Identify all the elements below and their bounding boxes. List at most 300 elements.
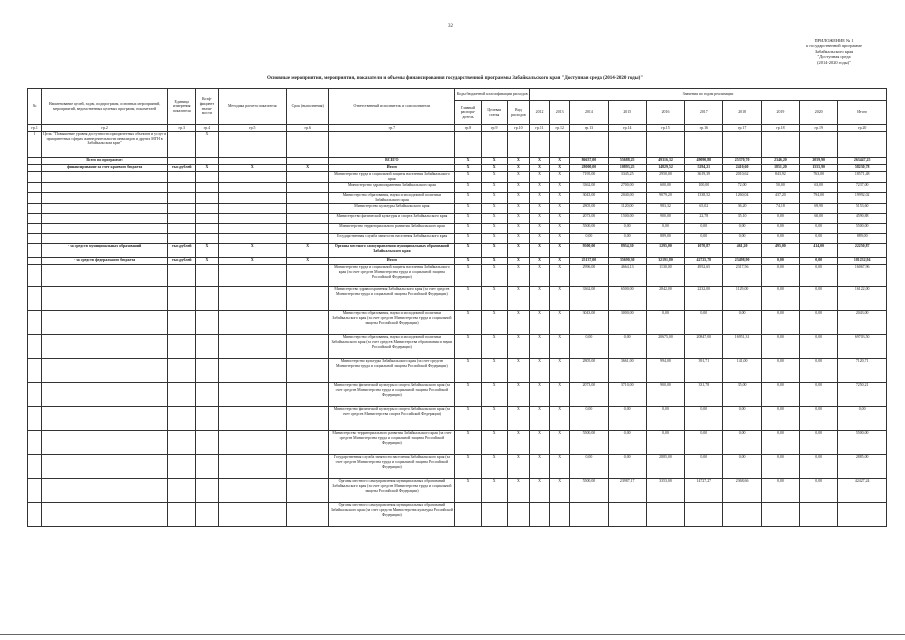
row-year-value: 0,00 <box>800 430 838 454</box>
row-coef <box>196 478 218 502</box>
row-unit <box>168 502 196 526</box>
row-year-value: 600,00 <box>646 182 684 192</box>
row-year-value: 74,18 <box>761 203 799 213</box>
row-coef <box>196 358 218 382</box>
row-year-value: 0,00 <box>685 310 723 334</box>
row-year-value: 0,00 <box>608 334 646 358</box>
table-row <box>28 243 887 257</box>
row-budget-code: X <box>507 257 529 264</box>
row-budget-code: X <box>481 203 507 213</box>
row-coef <box>196 334 218 358</box>
row-total: 16122,00 <box>838 286 887 310</box>
row-source <box>287 203 329 213</box>
row-year-value: 437,20 <box>761 192 799 203</box>
row-method <box>218 310 287 334</box>
row-coef: X <box>196 164 218 171</box>
row-total: 69703,50 <box>838 334 887 358</box>
row-coef <box>196 192 218 203</box>
column-number: гр.1 <box>28 125 42 132</box>
row-budget-code: X <box>507 478 529 502</box>
row-budget-code: X <box>455 157 481 164</box>
row-year-value: X <box>529 164 549 171</box>
row-year-value: X <box>529 223 549 233</box>
row-year-value: 0,00 <box>800 264 838 286</box>
row-source <box>287 264 329 286</box>
row-executor: Государственная служба занятости населения Забайкальского края (за счет средств Министерства труда и социальной защиты Российской Федерации) <box>329 454 455 478</box>
row-name <box>42 334 168 358</box>
header-name: Наименование целей, задач, подпрограмм, основных мероприятий, мероприятий, ведомственных целевых программ, показателей <box>42 89 168 125</box>
row-total: 0,00 <box>838 406 887 430</box>
appendix-line: (2014-2020 годы)" <box>817 59 851 65</box>
row-budget-code: X <box>507 243 529 257</box>
row-budget-code: X <box>481 164 507 171</box>
row-source <box>287 358 329 382</box>
row-year-value: 50,00 <box>761 182 799 192</box>
row-year-value: 141,00 <box>723 358 761 382</box>
row-year-value: 0,00 <box>761 406 799 430</box>
row-year-value: 3043,00 <box>570 192 608 203</box>
row-year-value: 23987,17 <box>608 478 646 502</box>
row-executor: Министерство образования, науки и молодежной политики Забайкальского края (за счет средств Министерства труда и социальной защиты Российской Федерации) <box>329 310 455 334</box>
row-year-value: 0,00 <box>800 233 838 243</box>
row-year-value: X <box>529 203 549 213</box>
row-coef <box>196 310 218 334</box>
row-coef: X <box>196 257 218 264</box>
row-budget-code: X <box>481 182 507 192</box>
row-year-value <box>608 502 646 526</box>
row-unit <box>168 310 196 334</box>
table-row <box>28 382 887 406</box>
column-number: гр.7 <box>329 125 455 132</box>
row-unit: тыс.рублей <box>168 243 196 257</box>
row-budget-code: X <box>481 382 507 406</box>
row-year-value: 0,00 <box>800 382 838 406</box>
row-name <box>42 454 168 478</box>
row-year-value: 414,00 <box>800 243 838 257</box>
row-budget-code: X <box>455 310 481 334</box>
row-year-value: 2059,90 <box>800 157 838 164</box>
row-coef <box>196 382 218 406</box>
row-budget-code: X <box>455 406 481 430</box>
row-budget-code: X <box>481 310 507 334</box>
row-budget-code: X <box>455 233 481 243</box>
row-year-value: 2346,20 <box>761 157 799 164</box>
row-year-value: 8954,30 <box>608 243 646 257</box>
row-budget-code: X <box>455 478 481 502</box>
row-unit <box>168 233 196 243</box>
row-method <box>218 478 287 502</box>
row-method <box>218 406 287 430</box>
table-row <box>28 223 887 233</box>
column-number: гр.9 <box>481 125 507 132</box>
row-budget-code: X <box>455 182 481 192</box>
row-coef <box>196 171 218 182</box>
row-budget-code: X <box>481 171 507 182</box>
row-name <box>42 406 168 430</box>
row-year-value: 10893,25 <box>608 164 646 171</box>
row-year-value: X <box>529 157 549 164</box>
header-num: № <box>28 89 42 125</box>
row-year-value <box>761 502 799 526</box>
column-number: гр.11 <box>529 125 549 132</box>
row-year-value: X <box>529 264 549 286</box>
row-coef <box>196 454 218 478</box>
row-budget-code: X <box>507 310 529 334</box>
table-row <box>28 213 887 223</box>
row-year-value: 0,00 <box>570 233 608 243</box>
row-year-value: 900,00 <box>646 382 684 406</box>
row-total: 7237,00 <box>838 182 887 192</box>
row-unit <box>168 182 196 192</box>
row-coef <box>196 203 218 213</box>
row-coef <box>196 502 218 526</box>
row-total: 4590,88 <box>838 213 887 223</box>
row-year-value: 0,00 <box>800 454 838 478</box>
row-source <box>287 382 329 406</box>
header-unit: Единица измерения показателя <box>168 89 196 125</box>
row-year-value: 0,00 <box>761 213 799 223</box>
goal-coef: X <box>196 131 218 157</box>
row-budget-code: X <box>455 257 481 264</box>
row-total <box>838 502 887 526</box>
row-name <box>42 358 168 382</box>
row-budget-code: X <box>507 454 529 478</box>
row-budget-code: X <box>481 358 507 382</box>
row-executor: Органы местного самоуправления муниципальных образований Забайкальского края (за счет средств Министерства труда и социальной защиты Российской Федерации) <box>329 478 455 502</box>
row-source <box>287 286 329 310</box>
row-name <box>42 192 168 203</box>
row-year-value: 69,90 <box>800 203 838 213</box>
row-year-value: 900,00 <box>646 213 684 223</box>
header-budget-group: Коды бюджетной классификации расходов <box>455 89 530 101</box>
row-budget-code: X <box>507 223 529 233</box>
header-year: 2014 <box>570 101 608 125</box>
row-year-value: X <box>550 182 570 192</box>
column-number: гр.17 <box>723 125 761 132</box>
row-unit <box>168 223 196 233</box>
row-name <box>42 478 168 502</box>
row-year-value: 0,00 <box>570 334 608 358</box>
goal-num: 1 <box>28 131 42 157</box>
appendix-line: ПРИЛОЖЕНИЕ № 1 <box>814 38 854 43</box>
row-year-value: X <box>529 310 549 334</box>
row-year-value: 1295,00 <box>646 243 684 257</box>
row-year-value: 42725,78 <box>685 257 723 264</box>
row-method <box>218 203 287 213</box>
row-source <box>287 157 329 164</box>
table-row <box>28 358 887 382</box>
column-number: гр.10 <box>507 125 529 132</box>
row-name <box>42 264 168 286</box>
header-budget-col: Главный распоря-дитель <box>455 101 481 125</box>
row-executor: Министерство здравоохранения Забайкальского края <box>329 182 455 192</box>
row-year-value: 0,00 <box>608 406 646 430</box>
table-row <box>28 157 887 164</box>
row-coef <box>196 233 218 243</box>
row-year-value: 9079,20 <box>646 192 684 203</box>
row-year-value: X <box>550 192 570 203</box>
row-year-value: X <box>550 406 570 430</box>
row-budget-code: X <box>455 454 481 478</box>
row-year-value: X <box>529 233 549 243</box>
row-year-value: X <box>550 157 570 164</box>
row-year-value: 5500,00 <box>570 223 608 233</box>
row-year-value <box>646 502 684 526</box>
row-year-value: 0,00 <box>761 310 799 334</box>
row-total: 2043,00 <box>838 310 887 334</box>
appendix-line: к государственной программе <box>806 43 862 49</box>
row-unit <box>168 264 196 286</box>
row-method <box>218 157 287 164</box>
row-source <box>287 233 329 243</box>
row-year-value: X <box>550 310 570 334</box>
row-year-value: 0,00 <box>800 334 838 358</box>
row-executor: Министерство физической культуры и спорта Забайкальского края <box>329 213 455 223</box>
row-year-value: 2805,00 <box>570 203 608 213</box>
row-name: - за средств федерального бюджета <box>42 257 168 264</box>
row-year-value: 65,02 <box>685 203 723 213</box>
row-executor: Министерство культуры Забайкальского края (за счет средств Министерства труда и социальной защиты Российской Федерации) <box>329 358 455 382</box>
row-total: 5500,00 <box>838 223 887 233</box>
row-total: 22250,87 <box>838 243 887 257</box>
appendix-line: "Доступная среда <box>817 54 851 60</box>
row-year-value: 1120,00 <box>608 203 646 213</box>
row-unit <box>168 358 196 382</box>
row-executor: Органы местного самоуправления муниципальных образований Забайкальского края (за счет средств Министерства культуры Российской Федерации) <box>329 502 455 526</box>
row-budget-code: X <box>455 358 481 382</box>
header-method: Методика расчета показателя <box>218 89 287 125</box>
header-year: Итого <box>838 101 887 125</box>
row-coef <box>196 223 218 233</box>
row-budget-code: X <box>507 171 529 182</box>
row-year-value: X <box>550 264 570 286</box>
header-year: 2018 <box>723 101 761 125</box>
appendix-caption <box>784 38 884 65</box>
row-year-value: 0,00 <box>646 406 684 430</box>
column-number: гр.14 <box>608 125 646 132</box>
row-total: 7120,71 <box>838 358 887 382</box>
row-year-value: 1129,00 <box>723 286 761 310</box>
row-year-value: X <box>550 164 570 171</box>
row-year-value: X <box>529 257 549 264</box>
row-budget-code: X <box>507 286 529 310</box>
row-year-value: 3000,00 <box>608 310 646 334</box>
row-year-value: 100,00 <box>685 182 723 192</box>
row-budget-code: X <box>481 213 507 223</box>
row-source <box>287 454 329 478</box>
row-budget-code: X <box>507 157 529 164</box>
table-row <box>28 164 887 171</box>
row-source <box>287 478 329 502</box>
row-year-value: X <box>550 286 570 310</box>
row-total: 181232,94 <box>838 257 887 264</box>
row-coef <box>196 264 218 286</box>
row-year-value: 1500,00 <box>608 213 646 223</box>
row-year-value: 2996,00 <box>570 264 608 286</box>
row-budget-code <box>481 502 507 526</box>
row-name <box>42 310 168 334</box>
row-unit <box>168 171 196 182</box>
row-budget-code: X <box>455 334 481 358</box>
row-year-value: 983,32 <box>646 203 684 213</box>
row-year-value: X <box>529 286 549 310</box>
table-row <box>28 502 887 526</box>
row-year-value: 994,00 <box>646 358 684 382</box>
row-year-value <box>685 502 723 526</box>
row-year-value: X <box>529 406 549 430</box>
row-budget-code: X <box>455 430 481 454</box>
table-row <box>28 203 887 213</box>
row-budget-code: X <box>507 213 529 223</box>
column-number: гр.4 <box>196 125 218 132</box>
row-year-value: 1555,90 <box>800 164 838 171</box>
header-values-group: Значения по годам реализации <box>529 89 886 101</box>
header-budget-col: Целевая статья <box>481 101 507 125</box>
row-year-value: 23498,90 <box>723 257 761 264</box>
row-budget-code: X <box>455 382 481 406</box>
column-number: гр.13 <box>570 125 608 132</box>
row-executor: Министерство труда и социальной защиты населения Забайкальского края <box>329 171 455 182</box>
row-year-value: 0,00 <box>800 257 838 264</box>
row-method <box>218 223 287 233</box>
row-year-value: 3043,00 <box>570 310 608 334</box>
row-executor: Государственная служба занятости населения Забайкальского края <box>329 233 455 243</box>
table-row <box>28 310 887 334</box>
row-method <box>218 286 287 310</box>
row-year-value: 3710,00 <box>608 382 646 406</box>
column-number-row <box>28 125 887 132</box>
row-year-value: 3353,00 <box>646 478 684 502</box>
row-executor: Министерство физической культуры и спорта Забайкальского края (за счет средств Министерства труда и социальной защиты Российской Федерации) <box>329 382 455 406</box>
row-name <box>42 430 168 454</box>
row-year-value: 1260,04 <box>723 192 761 203</box>
row-year-value: 7195,00 <box>570 171 608 182</box>
row-executor: Министерство территориального развития Забайкальского края <box>329 223 455 233</box>
row-year-value: 0,00 <box>761 257 799 264</box>
row-year-value: X <box>550 478 570 502</box>
row-year-value: 889,00 <box>646 233 684 243</box>
row-source <box>287 192 329 203</box>
row-coef <box>196 406 218 430</box>
column-number: гр.2 <box>42 125 168 132</box>
row-budget-code: X <box>481 233 507 243</box>
row-year-value: 3362,00 <box>570 286 608 310</box>
row-source <box>287 502 329 526</box>
row-year-value: X <box>529 243 549 257</box>
row-year-value <box>800 502 838 526</box>
row-year-value: 3661,00 <box>608 358 646 382</box>
row-year-value: 0,00 <box>570 454 608 478</box>
row-year-value: 0,00 <box>646 430 684 454</box>
row-year-value: 60,00 <box>800 213 838 223</box>
row-executor: Министерство физической культуры и спорта Забайкальского края (за счет средств Министерства спорта Российской Федерации) <box>329 406 455 430</box>
row-method: X <box>218 243 287 257</box>
row-year-value: 20847,00 <box>685 334 723 358</box>
row-year-value: 0,00 <box>800 358 838 382</box>
row-method <box>218 192 287 203</box>
row-budget-code: X <box>455 203 481 213</box>
row-unit <box>168 382 196 406</box>
row-year-value: X <box>550 382 570 406</box>
table-row <box>28 334 887 358</box>
header-coef: Коэф-фициент значи-мости <box>196 89 218 125</box>
row-year-value: 86637,00 <box>570 157 608 164</box>
row-total: 58230,78 <box>838 164 887 171</box>
column-number: гр.3 <box>168 125 196 132</box>
row-year-value: 0,00 <box>608 454 646 478</box>
row-year-value: 36,20 <box>723 203 761 213</box>
row-executor: Министерство образования, науки и молодежной политики Забайкальского края (за счет средств Министерства образования и науки Российской Федерации) <box>329 334 455 358</box>
row-budget-code: X <box>481 257 507 264</box>
row-budget-code: X <box>481 430 507 454</box>
row-unit <box>168 406 196 430</box>
table-row <box>28 286 887 310</box>
row-year-value: 0,00 <box>723 454 761 478</box>
row-year-value: 2368,66 <box>723 478 761 502</box>
row-year-value: 0,00 <box>761 478 799 502</box>
row-budget-code: X <box>507 233 529 243</box>
row-year-value: 4952,65 <box>685 264 723 286</box>
row-year-value: 0,00 <box>761 334 799 358</box>
row-coef <box>196 213 218 223</box>
row-executor: Министерство образования, науки и молодежной политики Забайкальского края <box>329 192 455 203</box>
row-budget-code: X <box>481 192 507 203</box>
row-budget-code: X <box>455 243 481 257</box>
row-year-value: X <box>529 478 549 502</box>
page-number: 32 <box>448 24 453 29</box>
row-budget-code: X <box>481 334 507 358</box>
row-year-value: 0,00 <box>723 430 761 454</box>
row-year-value: 0,00 <box>723 406 761 430</box>
header-budget-col: Вид расходов <box>507 101 529 125</box>
row-method <box>218 334 287 358</box>
row-year-value: X <box>550 257 570 264</box>
row-year-value: X <box>529 213 549 223</box>
row-year-value: X <box>550 233 570 243</box>
row-year-value: 0,00 <box>685 454 723 478</box>
row-name <box>42 223 168 233</box>
row-year-value: 0,00 <box>685 233 723 243</box>
row-year-value: 0,00 <box>646 223 684 233</box>
row-year-value: 28000,00 <box>570 164 608 171</box>
row-year-value: X <box>550 334 570 358</box>
row-budget-code <box>507 502 529 526</box>
row-year-value: X <box>529 382 549 406</box>
column-number: гр.8 <box>455 125 481 132</box>
row-name <box>42 286 168 310</box>
table-row <box>28 430 887 454</box>
row-budget-code: X <box>507 164 529 171</box>
row-budget-code: X <box>455 223 481 233</box>
row-name <box>42 213 168 223</box>
table-row <box>28 264 887 286</box>
program-table <box>27 88 887 527</box>
row-year-value: 72,00 <box>723 182 761 192</box>
row-budget-code: X <box>481 478 507 502</box>
row-executor: Министерство территориального развития Забайкальского края (за счет средств Министерства труда и социальной защиты Российской Федерации) <box>329 430 455 454</box>
table-row <box>28 454 887 478</box>
column-number: гр.12 <box>550 125 570 132</box>
row-total: 18571,48 <box>838 171 887 182</box>
row-year-value: 4664,13 <box>608 264 646 286</box>
row-method <box>218 171 287 182</box>
row-year-value: 2317,56 <box>723 264 761 286</box>
row-unit: тыс.рублей <box>168 164 196 171</box>
row-year-value: 25370,70 <box>723 157 761 164</box>
row-year-value: 0,00 <box>800 223 838 233</box>
row-budget-code: X <box>481 286 507 310</box>
row-source: X <box>287 164 329 171</box>
